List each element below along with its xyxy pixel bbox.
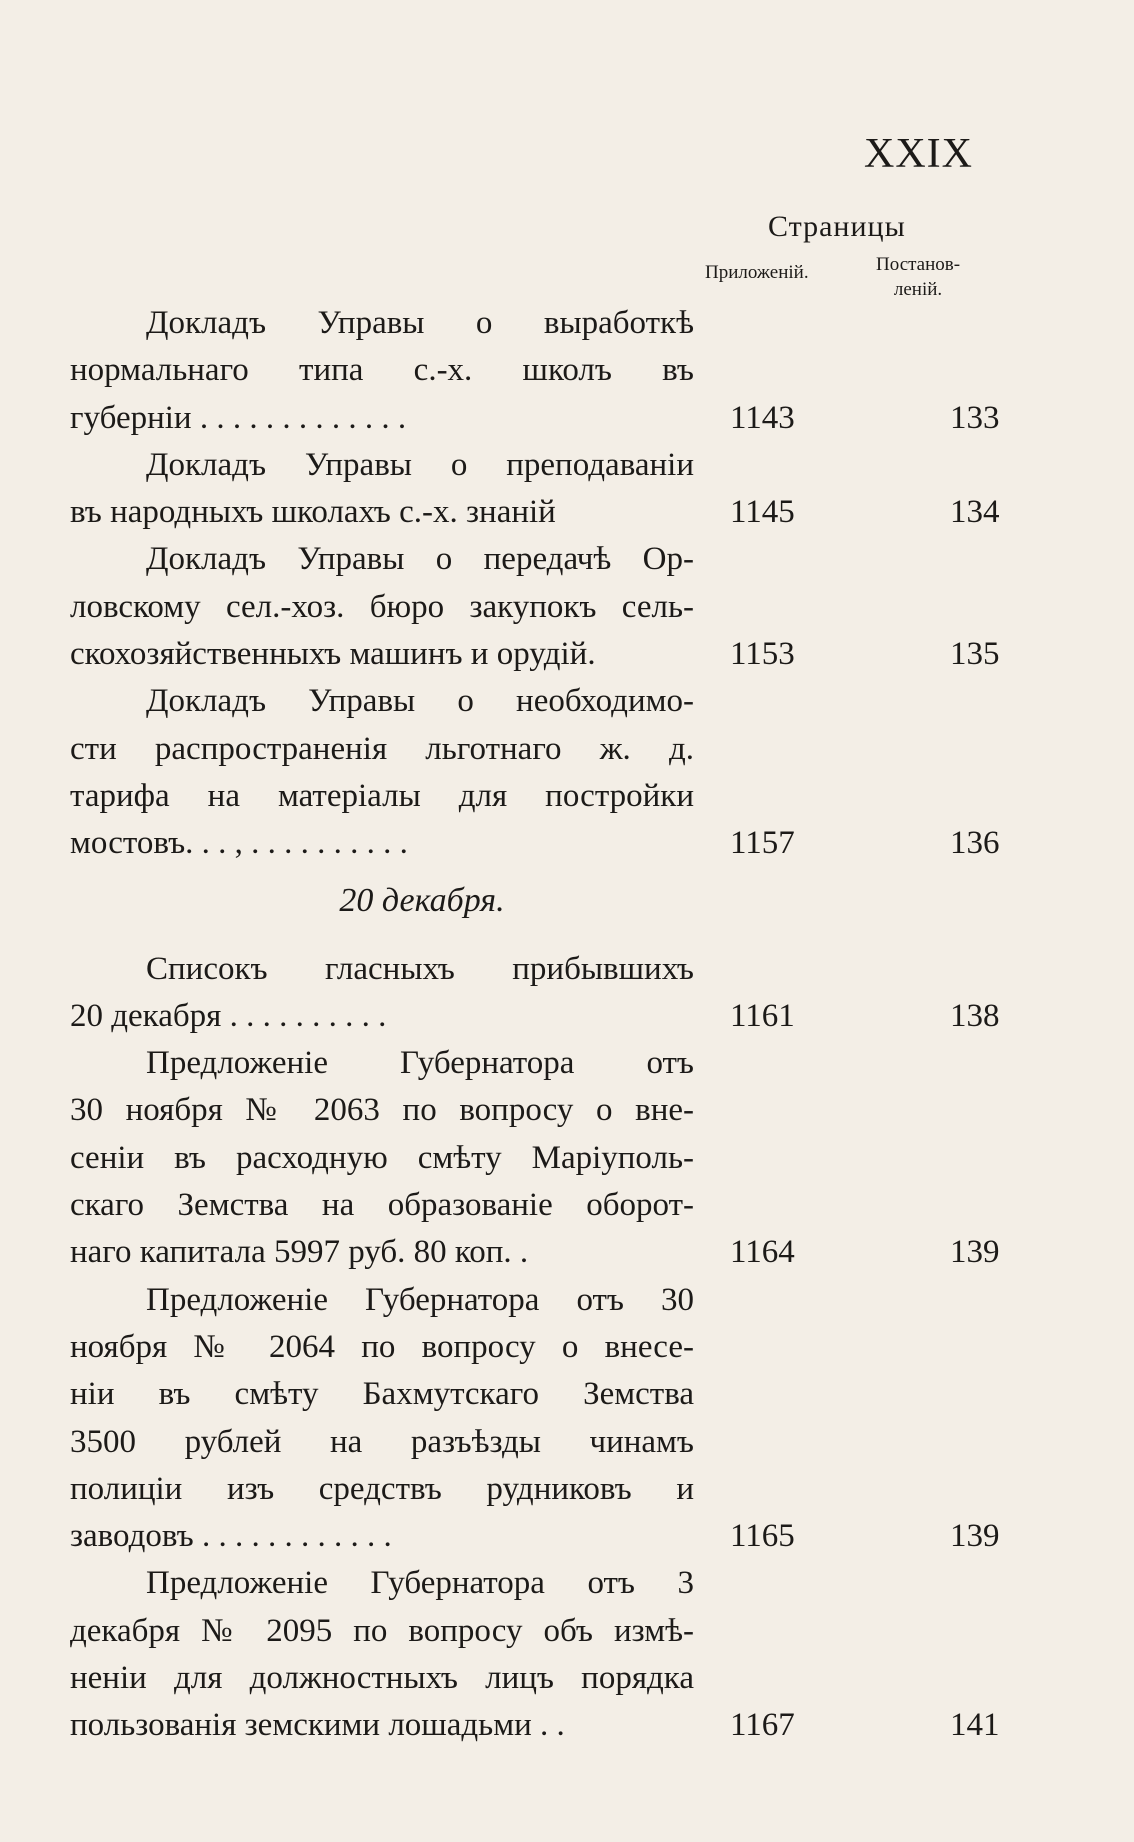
toc-entry (70, 946, 1010, 1041)
resolution-page-number: 139 (950, 1518, 1000, 1555)
entries-before-date (70, 300, 1010, 868)
section-date-heading: 20 декабря. (339, 881, 505, 919)
entry-text-line: 20 декабря . . . . . . . . . . (70, 997, 387, 1034)
pages-column-title: Страницы (768, 210, 906, 243)
entry-text-line: Предложеніе Губернатора отъ 3 (146, 1565, 694, 1602)
toc-entry (70, 1040, 1010, 1276)
resolutions-header-line: Постанов- (876, 254, 961, 275)
entry-text-line: Списокъ гласныхъ прибывшихъ (146, 950, 694, 987)
entry-text-line: ніи въ смѣту Бахмутскаго Земства (70, 1376, 694, 1413)
entry-text-line: скохозяйственныхъ машинъ и орудій. (70, 636, 596, 673)
appendix-page-number: 1153 (730, 636, 795, 673)
resolutions-header-line: леній. (893, 279, 943, 300)
entry-text-line: сеніи въ расходную смѣту Маріуполь- (70, 1139, 694, 1176)
resolutions-column-header (876, 252, 960, 302)
entry-text-line: ноября № 2064 по вопросу о внесе- (70, 1328, 694, 1365)
toc-entry (70, 300, 1010, 442)
entry-text-line: заводовъ . . . . . . . . . . . . (70, 1518, 392, 1555)
appendix-page-number: 1143 (730, 399, 795, 436)
entry-text-line: сти распространенія льготнаго ж. д. (70, 730, 694, 767)
entry-text-line: декабря № 2095 по вопросу объ измѣ- (70, 1612, 694, 1649)
resolution-page-number: 141 (950, 1707, 1000, 1744)
entry-text-line: 30 ноября № 2063 по вопросу о вне- (70, 1092, 694, 1129)
entry-text-line: тарифа на матеріалы для постройки (70, 777, 694, 814)
table-of-contents (70, 300, 1010, 1750)
entry-text-line: въ народныхъ школахъ с.-х. знаній (70, 494, 556, 531)
entry-text-line: Предложеніе Губернатора отъ 30 (146, 1281, 694, 1318)
resolution-page-number: 133 (950, 399, 1000, 436)
entry-text-line: неніи для должностныхъ лицъ порядка (70, 1660, 694, 1697)
entry-text-line: Докладъ Управы о передачѣ Ор- (146, 541, 694, 578)
resolution-page-number: 136 (950, 825, 1000, 862)
resolution-page-number: 138 (950, 997, 1000, 1034)
entry-text-line: нормальнаго типа с.-х. школъ въ (70, 352, 694, 389)
entries-after-date (70, 946, 1010, 1750)
entry-text-line: ловскому сел.-хоз. бюро закупокъ сель- (70, 588, 694, 625)
page-number: XXIX (864, 131, 973, 177)
appendix-page-number: 1164 (730, 1234, 795, 1271)
resolution-page-number: 134 (950, 494, 1000, 531)
entry-text-line: полиціи изъ средствъ рудниковъ и (70, 1470, 694, 1507)
appendix-page-number: 1161 (730, 997, 795, 1034)
appendix-page-number: 1167 (730, 1707, 795, 1744)
toc-entry (70, 1560, 1010, 1749)
appendix-column-header: Приложеній. (705, 262, 809, 283)
appendix-page-number: 1165 (730, 1518, 795, 1555)
entry-text-line: Предложеніе Губернатора отъ (146, 1045, 694, 1082)
entry-text-line: Докладъ Управы о выработкѣ (146, 305, 694, 341)
entry-text-line: Докладъ Управы о необходимо- (146, 683, 694, 720)
toc-entry (70, 1277, 1010, 1561)
entry-text-line: пользованія земскими лошадьми . . (70, 1707, 565, 1744)
resolution-page-number: 139 (950, 1234, 1000, 1271)
entry-text-line: мостовъ. . . , . . . . . . . . . . (70, 825, 408, 862)
resolution-page-number: 135 (950, 636, 1000, 673)
toc-entry (70, 678, 1010, 867)
entry-text-line: 3500 рублей на разъѣзды чинамъ (70, 1423, 694, 1460)
entry-text-line: наго капитала 5997 руб. 80 коп. . (70, 1234, 529, 1271)
appendix-page-number: 1145 (730, 494, 795, 531)
entry-text-line: скаго Земства на образованіе оборот- (70, 1187, 694, 1224)
toc-entry (70, 442, 1010, 537)
toc-entry (70, 536, 1010, 678)
entry-text-line: Докладъ Управы о преподаваніи (146, 446, 694, 483)
appendix-page-number: 1157 (730, 825, 795, 862)
entry-text-line: губерніи . . . . . . . . . . . . . (70, 399, 407, 436)
